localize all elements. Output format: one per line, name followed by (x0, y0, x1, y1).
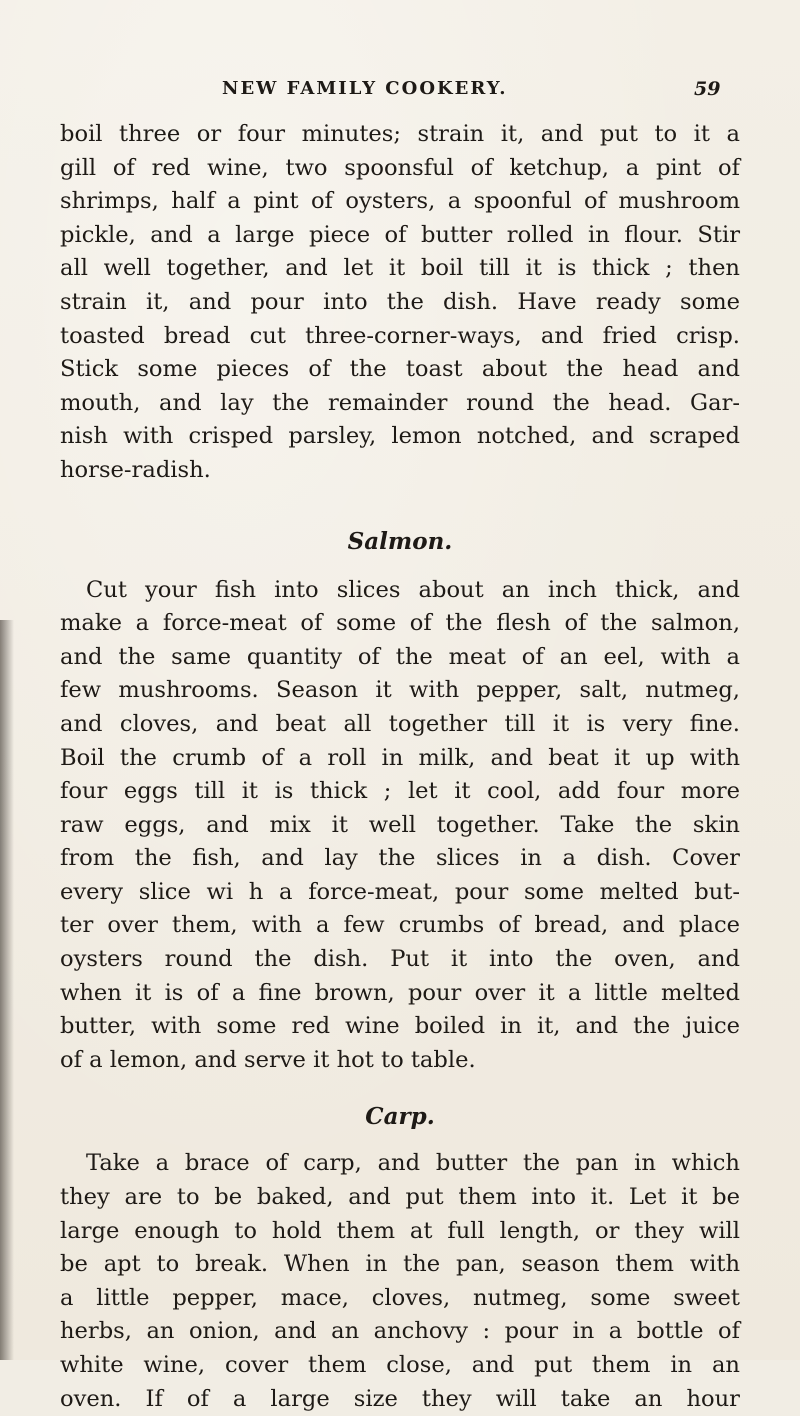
text-line: four eggs till it is thick ; let it cool, add four more (60, 778, 740, 805)
text-line: herbs, an onion, and an anchovy : pour in a bottle of (60, 1318, 740, 1345)
running-head (0, 78, 800, 108)
text-line: of a lemon, and serve it hot to table. (60, 1046, 476, 1073)
carp-recipe-paragraph (60, 1147, 740, 1416)
text-line: few mushrooms. Season it with pepper, salt, nutmeg, (60, 677, 740, 704)
text-line: raw eggs, and mix it well together. Take the skin (60, 811, 740, 838)
text-line: nish with crisped parsley, lemon notched, and scraped (60, 423, 740, 450)
section-title-carp: Carp. (365, 1103, 435, 1131)
text-line: oysters round the dish. Put it into the oven, and (60, 946, 740, 973)
text-line: Cut your fish into slices about an inch thick, and (86, 576, 740, 603)
text-line: they are to be baked, and put them into it. Let it be (60, 1184, 740, 1211)
page-edge-shadow (0, 620, 14, 1360)
text-line: pickle, and a large piece of butter rolled in flour. Stir (60, 221, 740, 248)
text-line: every slice wi h a force-meat, pour some melted but- (60, 878, 740, 905)
text-line: butter, with some red wine boiled in it, and the juice (60, 1013, 740, 1040)
text-line: large enough to hold them at full length, or they will (60, 1217, 740, 1244)
text-line: ter over them, with a few crumbs of bread, and place (60, 912, 740, 939)
text-line: make a force-meat of some of the flesh of the salmon, (60, 610, 740, 637)
text-line: Boil the crumb of a roll in milk, and beat it up with (60, 744, 740, 771)
text-line: oven. If of a large size they will take an hour (60, 1385, 740, 1412)
text-line: mouth, and lay the remainder round the head. Gar- (60, 389, 740, 416)
text-line: all well together, and let it boil till it is thick ; then (60, 255, 740, 282)
text-line: horse-radish. (60, 456, 211, 483)
running-title: NEW FAMILY COOKERY. (222, 78, 508, 99)
text-line: a little pepper, mace, cloves, nutmeg, some sweet (60, 1284, 740, 1311)
section-title-salmon: Salmon. (347, 527, 453, 555)
text-line: white wine, cover them close, and put them in an (60, 1352, 740, 1378)
text-line: be apt to break. When in the pan, season them with (60, 1251, 740, 1278)
intro-paragraph (60, 118, 740, 488)
salmon-recipe-paragraph (60, 574, 740, 1078)
text-line: Take a brace of carp, and butter the pan in which (86, 1150, 740, 1177)
page-number: 59 (694, 78, 721, 100)
text-line: toasted bread cut three-corner-ways, and fried crisp. (60, 322, 740, 349)
text-line: shrimps, half a pint of oysters, a spoonful of mushroom (60, 188, 740, 215)
text-line: boil three or four minutes; strain it, and put to it a (60, 121, 740, 147)
text-line: and the same quantity of the meat of an eel, with a (60, 643, 740, 670)
body-text (60, 118, 740, 1416)
text-line: and cloves, and beat all together till it is very fine. (60, 710, 740, 737)
text-line: gill of red wine, two spoonsful of ketchup, a pint of (60, 154, 740, 181)
text-line: strain it, and pour into the dish. Have ready some (60, 288, 740, 315)
text-line: from the fish, and lay the slices in a dish. Cover (60, 845, 740, 872)
text-line: Stick some pieces of the toast about the head and (60, 356, 740, 383)
text-line: when it is of a fine brown, pour over it a little melted (60, 979, 740, 1006)
